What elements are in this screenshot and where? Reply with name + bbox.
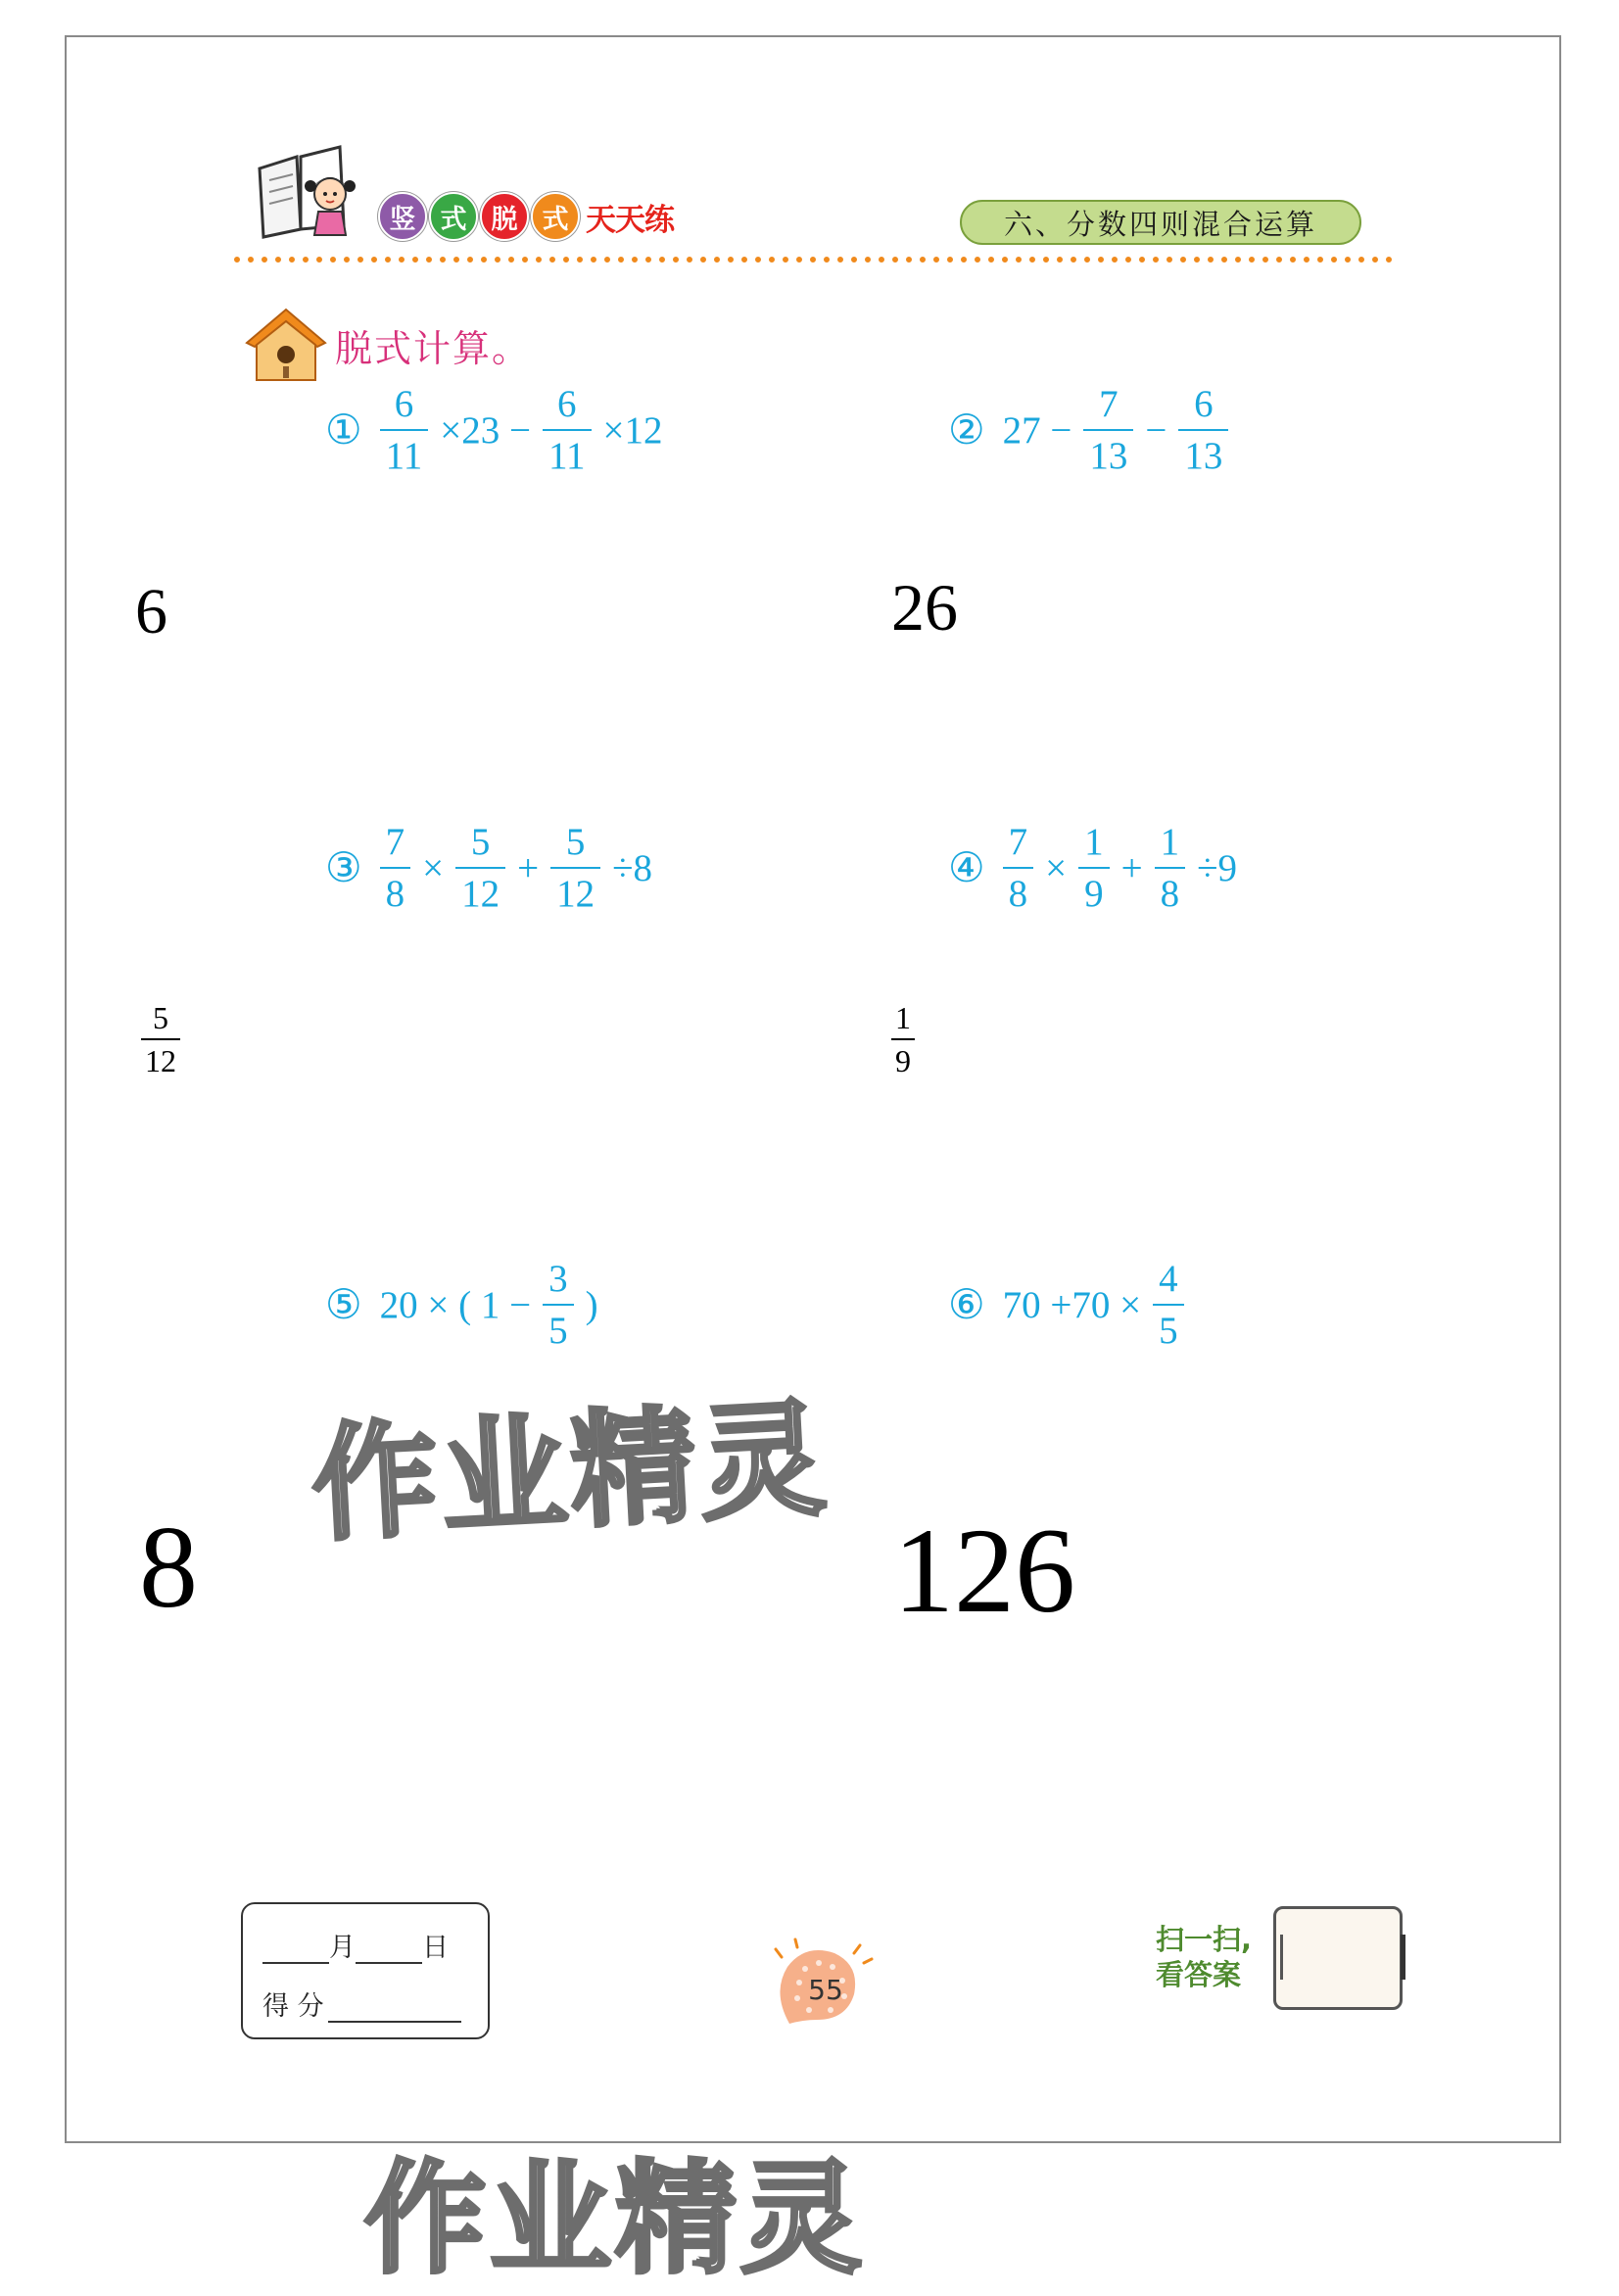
fraction <box>543 385 592 475</box>
score-blank[interactable] <box>328 1995 461 2023</box>
problem-6 <box>948 1260 1190 1350</box>
instruction <box>241 304 531 386</box>
problem-5 <box>325 1260 604 1350</box>
denominator: 11 <box>543 429 592 475</box>
denominator: 12 <box>455 867 505 913</box>
problem-number: ② <box>948 408 985 454</box>
series-brand <box>378 192 674 241</box>
denominator: 9 <box>1078 867 1110 913</box>
answer-1: 6 <box>135 576 167 647</box>
numerator: 6 <box>557 383 577 425</box>
fraction <box>1078 823 1110 913</box>
score-label: 得 分 <box>262 1991 324 2022</box>
numerator: 1 <box>1084 821 1104 863</box>
brand-tail: 天天练 <box>586 202 674 238</box>
numerator: 1 <box>1160 821 1180 863</box>
answer-3-denominator: 12 <box>141 1038 180 1076</box>
denominator: 12 <box>550 867 600 913</box>
brand-char-3: 脱 <box>480 192 529 241</box>
numerator: 7 <box>1099 383 1119 425</box>
score-row <box>262 1985 461 2023</box>
watermark-middle: 作业精灵 <box>309 1386 833 1559</box>
answer-5: 8 <box>139 1502 198 1632</box>
answer-4-denominator: 9 <box>891 1038 915 1076</box>
operator-text: 20 × ( 1 − <box>379 1283 532 1326</box>
numerator: 3 <box>548 1258 568 1300</box>
denominator: 8 <box>1003 867 1034 913</box>
operator-text: × <box>1045 846 1068 889</box>
operator-text: 70 +70 × <box>1002 1283 1142 1326</box>
operator-text: ×23 − <box>440 408 531 452</box>
day-label: 日 <box>422 1933 449 1963</box>
fraction <box>1155 823 1186 913</box>
book-girl-logo <box>250 139 367 247</box>
denominator: 5 <box>1153 1304 1184 1350</box>
operator-text: × <box>422 846 445 889</box>
operator-text: ×12 <box>602 408 663 452</box>
operator-text: + <box>517 846 540 889</box>
answer-4 <box>891 1002 915 1076</box>
answer-3-numerator: 5 <box>153 1000 168 1035</box>
instruction-text: 脱式计算。 <box>335 326 532 370</box>
problem-2 <box>948 385 1234 475</box>
fraction <box>550 823 600 913</box>
fraction <box>1003 823 1034 913</box>
answer-2: 26 <box>891 570 958 645</box>
house-icon <box>241 304 331 386</box>
operator-text: ÷8 <box>612 846 653 889</box>
problem-number: ① <box>325 408 362 454</box>
fraction <box>380 385 429 475</box>
fraction <box>380 823 411 913</box>
problem-number: ⑥ <box>948 1283 985 1328</box>
operator-text: ) <box>585 1283 598 1326</box>
fraction <box>455 823 505 913</box>
fraction <box>1083 385 1133 475</box>
answer-3 <box>141 1002 180 1076</box>
qr-code-frame[interactable] <box>1273 1906 1403 2010</box>
numerator: 6 <box>1194 383 1214 425</box>
page-number: 55 <box>808 1974 843 2006</box>
operator-text: + <box>1120 846 1143 889</box>
denominator: 13 <box>1083 429 1133 475</box>
problem-number: ⑤ <box>325 1283 362 1328</box>
denominator: 11 <box>380 429 429 475</box>
month-label: 月 <box>329 1933 356 1963</box>
problem-number: ③ <box>325 846 362 891</box>
fraction <box>1153 1260 1184 1350</box>
day-blank[interactable] <box>356 1937 422 1964</box>
month-blank[interactable] <box>262 1937 329 1964</box>
numerator: 5 <box>565 821 586 863</box>
scan-line-1: 扫一扫, <box>1156 1923 1253 1956</box>
section-title: 六、分数四则混合运算 <box>960 200 1361 245</box>
scan-line-2: 看答案 <box>1156 1958 1242 1992</box>
scan-prompt <box>1156 1922 1252 1993</box>
denominator: 13 <box>1178 429 1228 475</box>
watermark-bottom: 作业精灵 <box>364 2149 867 2290</box>
denominator: 5 <box>543 1304 574 1350</box>
problem-number: ④ <box>948 846 985 891</box>
numerator: 7 <box>385 821 405 863</box>
denominator: 8 <box>1155 867 1186 913</box>
date-score-box <box>241 1902 490 2039</box>
brand-char-1: 竖 <box>378 192 427 241</box>
numerator: 4 <box>1159 1258 1178 1300</box>
fraction <box>1178 385 1228 475</box>
operator-text: 27 − <box>1002 408 1072 452</box>
brand-char-2: 式 <box>429 192 478 241</box>
problem-3 <box>325 823 658 913</box>
problem-4 <box>948 823 1243 913</box>
date-row <box>262 1926 449 1964</box>
numerator: 6 <box>394 383 414 425</box>
operator-text: − <box>1145 408 1167 452</box>
denominator: 8 <box>380 867 411 913</box>
numerator: 5 <box>470 821 491 863</box>
problem-1 <box>325 385 669 475</box>
numerator: 7 <box>1008 821 1028 863</box>
answer-4-numerator: 1 <box>895 1000 911 1035</box>
brand-char-4: 式 <box>531 192 580 241</box>
dotted-divider <box>233 254 1399 265</box>
answer-6: 126 <box>893 1504 1075 1638</box>
fraction <box>543 1260 574 1350</box>
operator-text: ÷9 <box>1197 846 1238 889</box>
